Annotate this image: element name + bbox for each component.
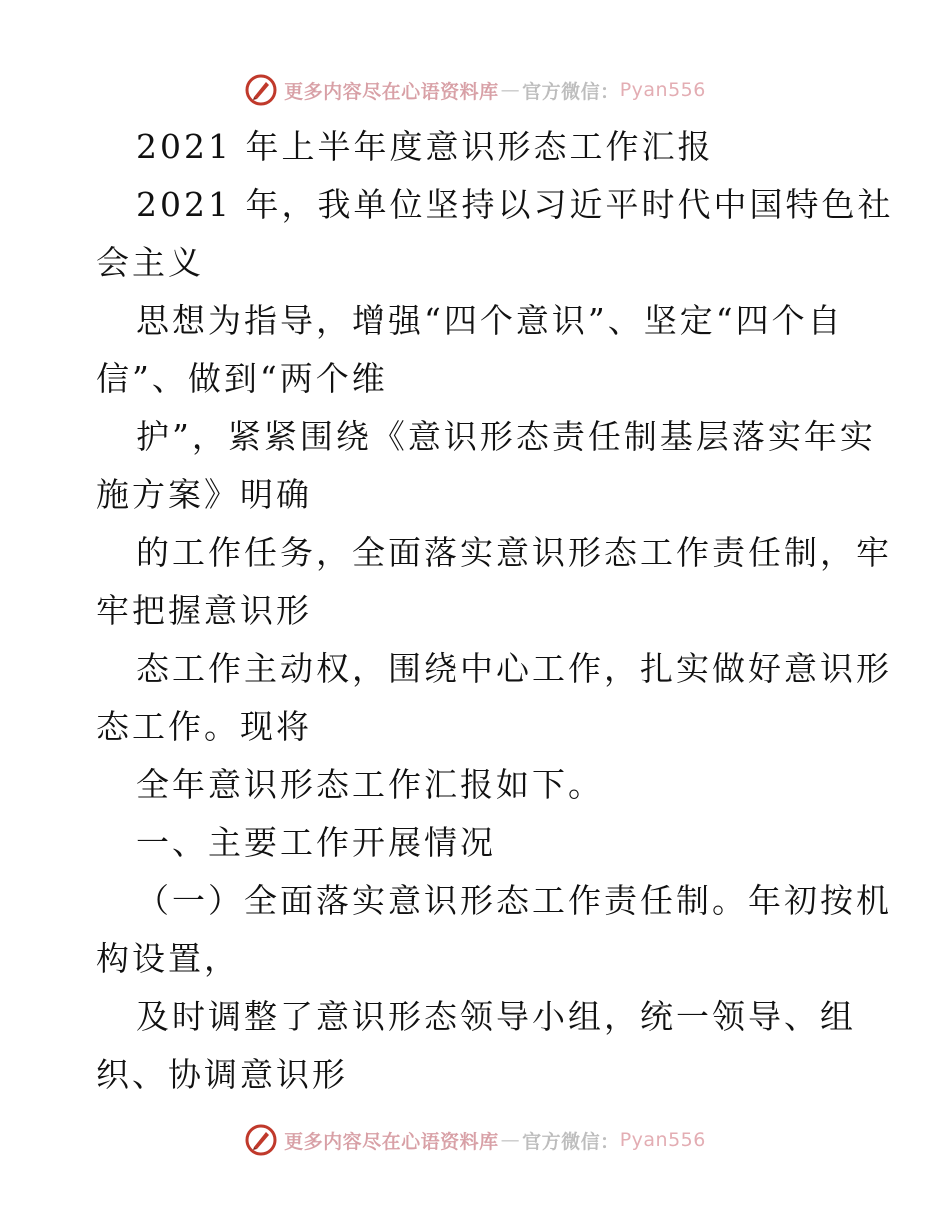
pen-logo-icon: [244, 1123, 278, 1157]
watermark-brand: 更多内容尽在心语资料库: [284, 1130, 499, 1153]
watermark-dash: —: [500, 1129, 521, 1151]
watermark-dash: —: [500, 79, 521, 101]
text-line: 及时调整了意识形态领导小组，统一领导、组: [136, 997, 856, 1036]
watermark-id: Pyan556: [619, 79, 706, 101]
text-line: 构设置，: [96, 939, 240, 978]
section-heading: 一、主要工作开展情况: [136, 823, 496, 862]
document-title: 2021 年上半年度意识形态工作汇报: [136, 127, 714, 166]
text-line: 2021 年，我单位坚持以习近平时代中国特色社: [136, 185, 894, 224]
text-line: 护”，紧紧围绕《意识形态责任制基层落实年实: [136, 417, 876, 456]
document-body: [96, 118, 894, 1104]
text-line: 施方案》明确: [96, 475, 312, 514]
watermark-label: 官方微信：: [522, 1130, 620, 1153]
text-line: 思想为指导，增强“四个意识”、坚定“四个自: [136, 301, 844, 340]
pen-logo-icon: [244, 73, 278, 107]
watermark-id: Pyan556: [619, 1129, 706, 1151]
text-line: 会主义: [96, 243, 204, 282]
header-watermark: [0, 70, 950, 110]
text-line: 态工作主动权，围绕中心工作，扎实做好意识形: [136, 649, 892, 688]
subsection-heading: （一）全面落实意识形态工作责任制。年初按机: [136, 881, 892, 920]
footer-watermark: [0, 1120, 950, 1160]
watermark-label: 官方微信：: [522, 80, 620, 103]
watermark-brand: 更多内容尽在心语资料库: [284, 80, 499, 103]
text-line: 态工作。现将: [96, 707, 312, 746]
text-line: 信”、做到“两个维: [96, 359, 388, 398]
text-line: 牢把握意识形: [96, 591, 312, 630]
text-line: 织、协调意识形: [96, 1055, 348, 1094]
text-line: 全年意识形态工作汇报如下。: [136, 765, 604, 804]
text-line: 的工作任务，全面落实意识形态工作责任制，牢: [136, 533, 892, 572]
